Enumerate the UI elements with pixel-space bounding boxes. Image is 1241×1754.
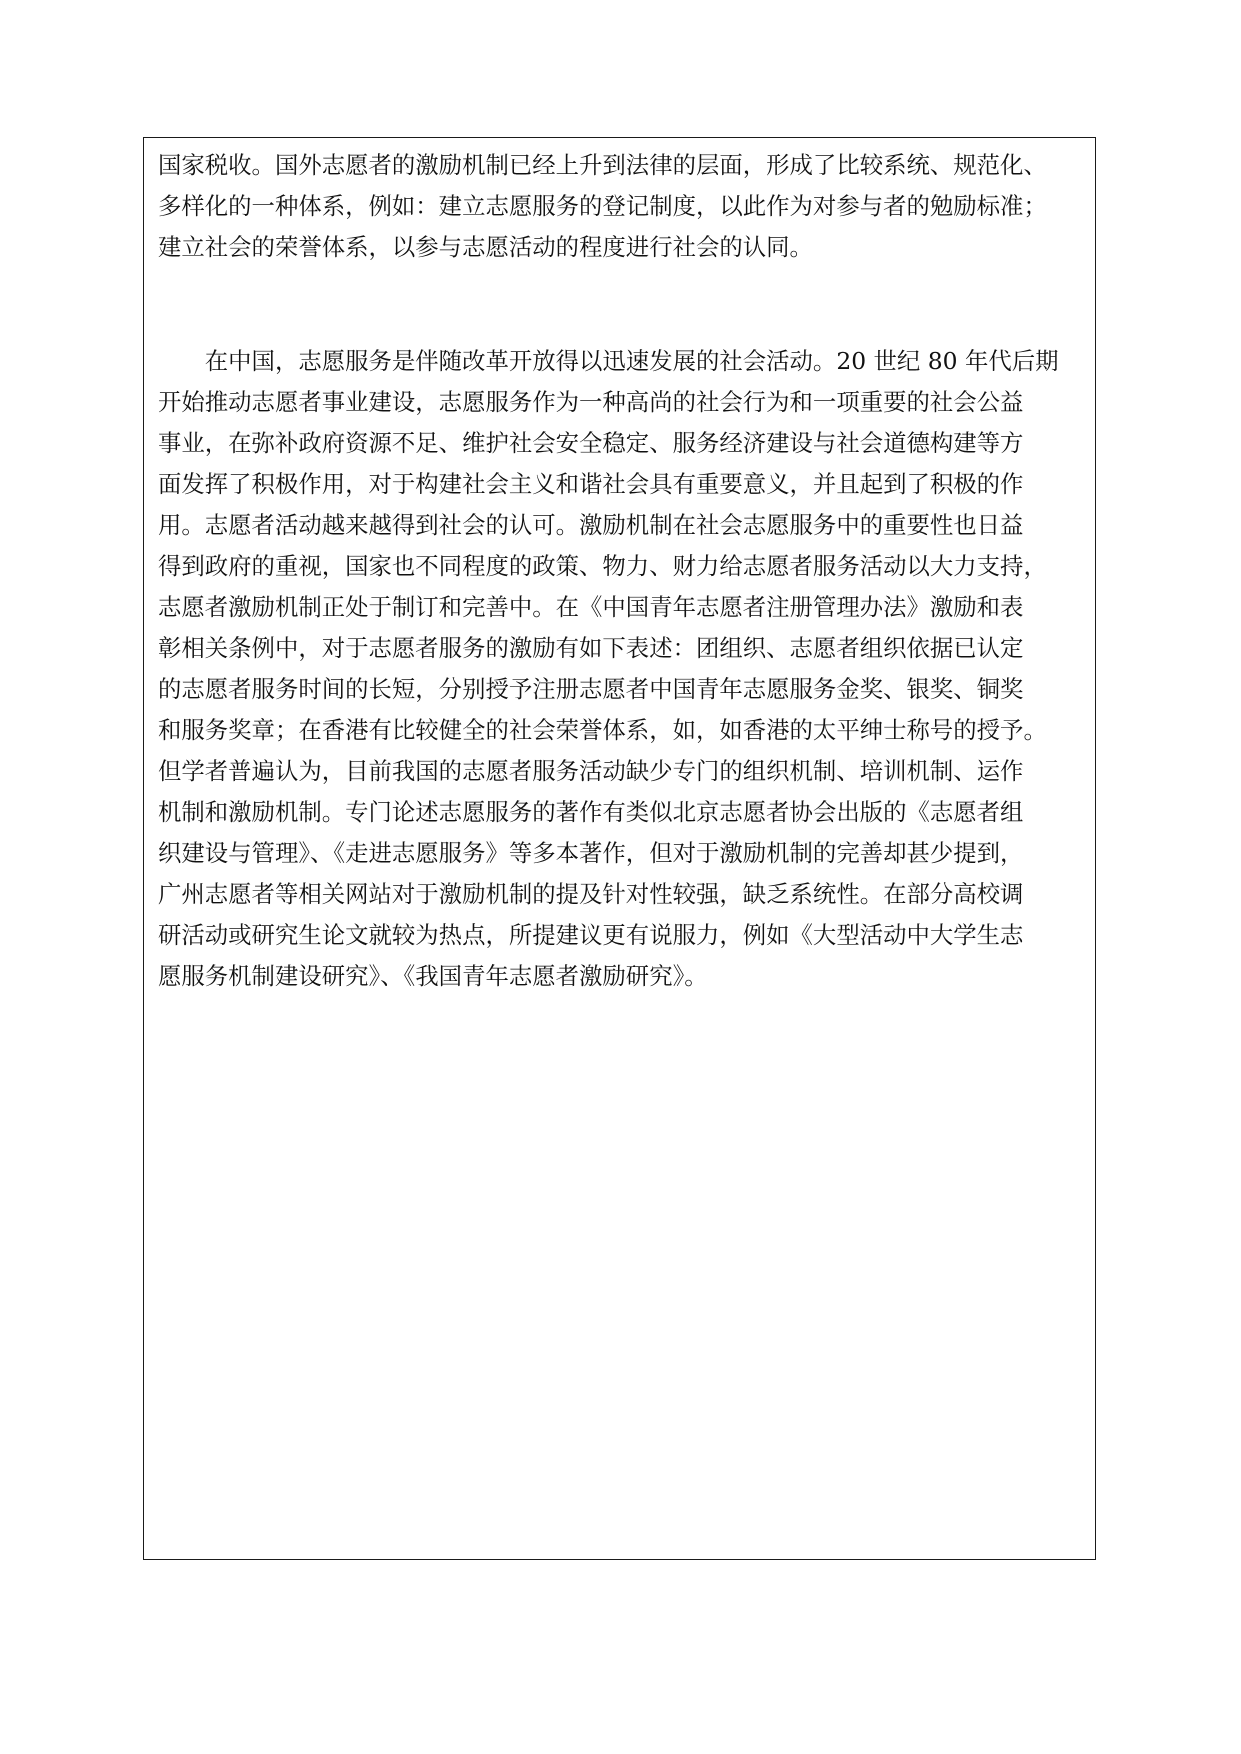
text-line: 广州志愿者等相关网站对于激励机制的提及针对性较强，缺乏系统性。在部分高校调 xyxy=(158,880,1024,908)
text-line: 但学者普遍认为，目前我国的志愿者服务活动缺少专门的组织机制、培训机制、运作 xyxy=(158,757,1024,785)
text-line: 面发挥了积极作用，对于构建社会主义和谐社会具有重要意义，并且起到了积极的作 xyxy=(158,470,1024,498)
text-line: 用。志愿者活动越来越得到社会的认可。激励机制在社会志愿服务中的重要性也日益 xyxy=(158,511,1024,539)
text-line: 愿服务机制建设研究》、《我国青年志愿者激励研究》。 xyxy=(158,962,708,990)
text-line: 多样化的一种体系，例如：建立志愿服务的登记制度，以此作为对参与者的勉励标准； xyxy=(158,192,1047,220)
text-line: 和服务奖章；在香港有比较健全的社会荣誉体系，如，如香港的太平绅士称号的授予。 xyxy=(158,716,1047,744)
text-line: 志愿者激励机制正处于制订和完善中。在《中国青年志愿者注册管理办法》激励和表 xyxy=(158,593,1024,621)
text-line: 开始推动志愿者事业建设，志愿服务作为一种高尚的社会行为和一项重要的社会公益 xyxy=(158,388,1024,416)
text-line: 机制和激励机制。专门论述志愿服务的著作有类似北京志愿者协会出版的《志愿者组 xyxy=(158,798,1024,826)
text-line: 事业，在弥补政府资源不足、维护社会安全稳定、服务经济建设与社会道德构建等方 xyxy=(158,429,1024,457)
text-line: 得到政府的重视，国家也不同程度的政策、物力、财力给志愿者服务活动以大力支持， xyxy=(158,552,1047,580)
text-line: 织建设与管理》、《走进志愿服务》等多本著作，但对于激励机制的完善却甚少提到， xyxy=(158,839,1024,867)
text-line: 建立社会的荣誉体系，以参与志愿活动的程度进行社会的认同。 xyxy=(158,233,813,261)
text-line: 研活动或研究生论文就较为热点，所提建议更有说服力，例如《大型活动中大学生志 xyxy=(158,921,1024,949)
text-line: 彰相关条例中，对于志愿者服务的激励有如下表述：团组织、志愿者组织依据已认定 xyxy=(158,634,1024,662)
text-line: 国家税收。国外志愿者的激励机制已经上升到法律的层面，形成了比较系统、规范化、 xyxy=(158,151,1047,179)
text-line: 的志愿者服务时间的长短，分别授予注册志愿者中国青年志愿服务金奖、银奖、铜奖 xyxy=(158,675,1024,703)
text-line: 在中国，志愿服务是伴随改革开放得以迅速发展的社会活动。20 世纪 80 年代后期 xyxy=(158,347,1059,375)
